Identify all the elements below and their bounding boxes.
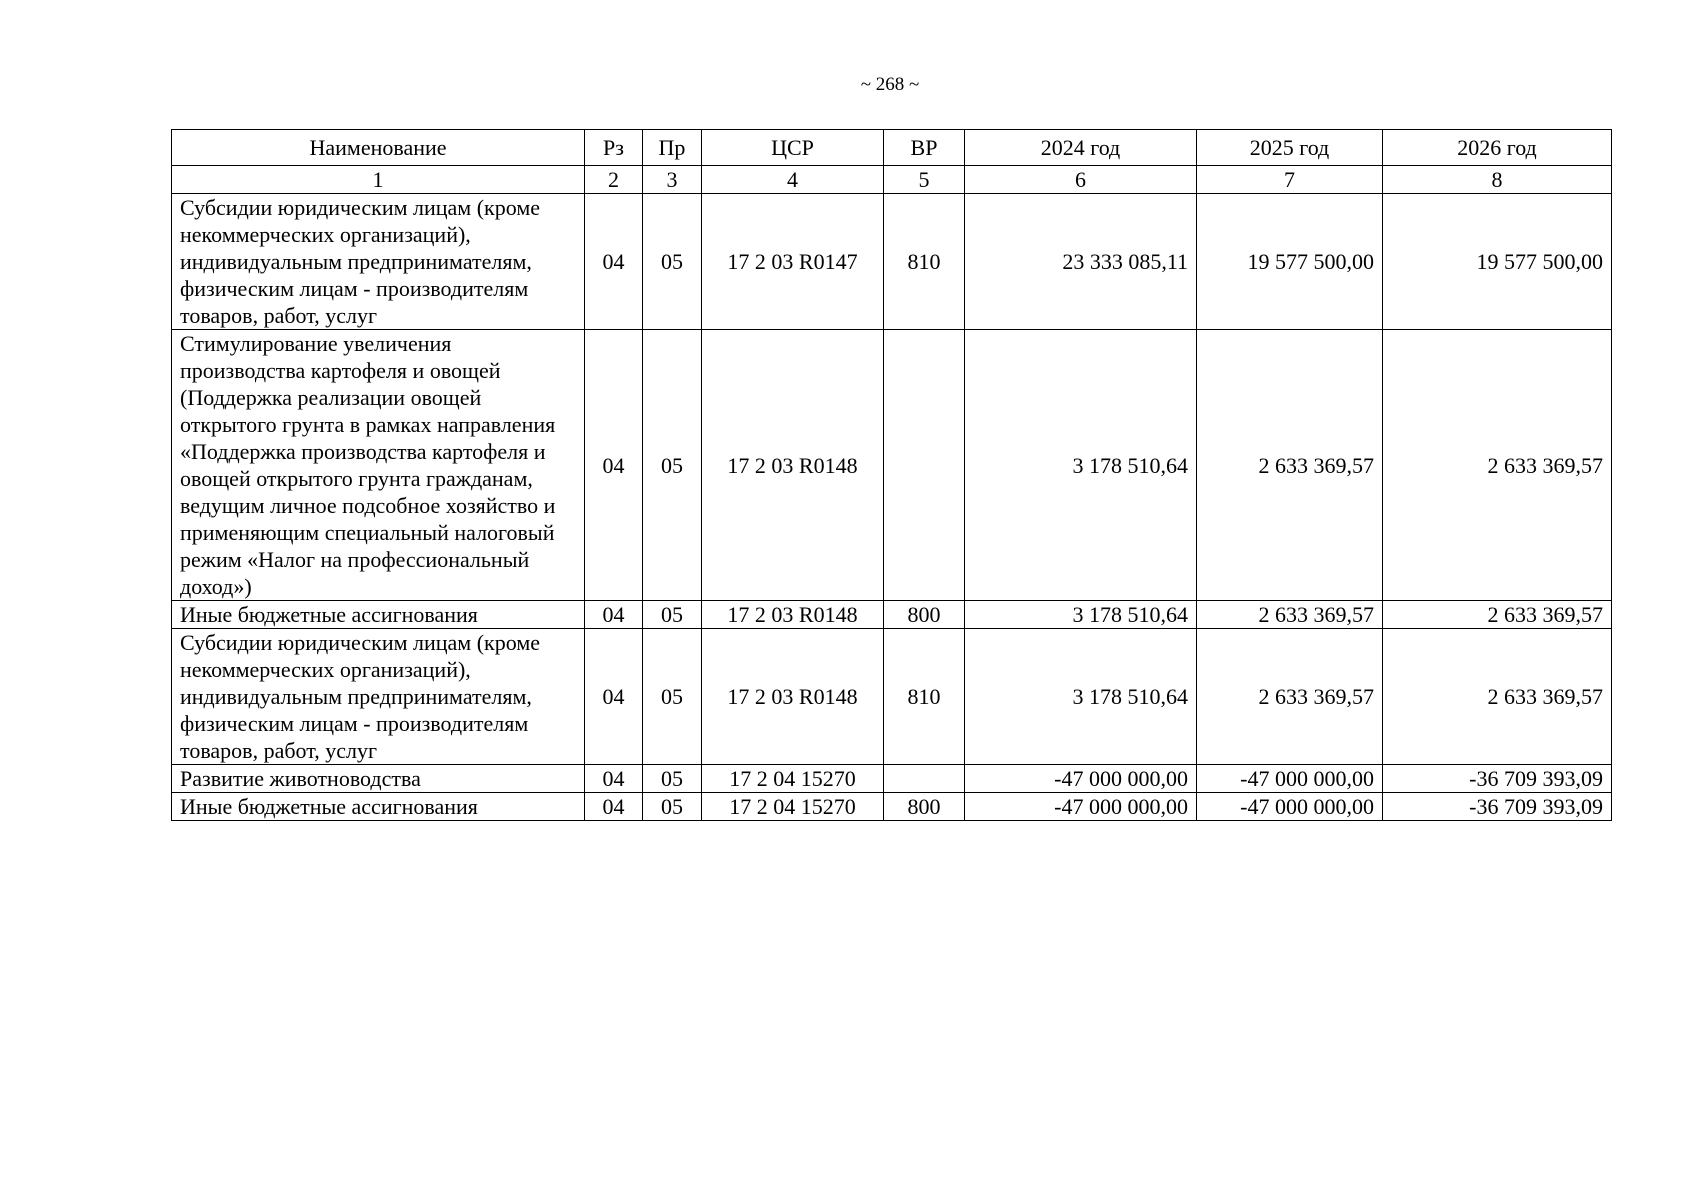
cell-pr: 05 bbox=[643, 793, 702, 821]
cell-name: Развитие животноводства bbox=[172, 765, 585, 793]
cell-2026: 2 633 369,57 bbox=[1383, 601, 1612, 629]
cell-rz: 04 bbox=[585, 601, 643, 629]
cell-2026: -36 709 393,09 bbox=[1383, 765, 1612, 793]
cell-vr: 800 bbox=[884, 793, 965, 821]
cell-rz: 04 bbox=[585, 793, 643, 821]
cell-name: Стимулирование увеличения производства картофеля и овощей (Поддержка реализации овощей открытого грунта в рамках направления «Поддержка производства картофеля и овощей открытого грунта гражданам, ведущим личное подсобное хозяйство и применяющим специальный налоговый режим «Налог на профессиональный доход») bbox=[172, 330, 585, 601]
column-number: 1 bbox=[172, 166, 585, 194]
table-row bbox=[172, 330, 1612, 601]
cell-2025: -47 000 000,00 bbox=[1197, 765, 1383, 793]
column-number: 7 bbox=[1197, 166, 1383, 194]
cell-pr: 05 bbox=[643, 601, 702, 629]
cell-csr: 17 2 04 15270 bbox=[702, 765, 884, 793]
table-row bbox=[172, 194, 1612, 330]
cell-2025: -47 000 000,00 bbox=[1197, 793, 1383, 821]
table-body bbox=[172, 130, 1612, 821]
header-pr: Пр bbox=[643, 130, 702, 166]
cell-2025: 2 633 369,57 bbox=[1197, 629, 1383, 765]
cell-2024: 23 333 085,11 bbox=[965, 194, 1197, 330]
column-number: 4 bbox=[702, 166, 884, 194]
column-number: 5 bbox=[884, 166, 965, 194]
column-number: 8 bbox=[1383, 166, 1612, 194]
cell-2024: -47 000 000,00 bbox=[965, 765, 1197, 793]
budget-table bbox=[171, 129, 1612, 821]
cell-csr: 17 2 03 R0147 bbox=[702, 194, 884, 330]
table-row bbox=[172, 793, 1612, 821]
column-number: 3 bbox=[643, 166, 702, 194]
table-row bbox=[172, 629, 1612, 765]
cell-rz: 04 bbox=[585, 765, 643, 793]
cell-pr: 05 bbox=[643, 194, 702, 330]
table-row bbox=[172, 765, 1612, 793]
cell-2025: 2 633 369,57 bbox=[1197, 330, 1383, 601]
cell-pr: 05 bbox=[643, 629, 702, 765]
header-2024: 2024 год bbox=[965, 130, 1197, 166]
cell-rz: 04 bbox=[585, 629, 643, 765]
column-number: 2 bbox=[585, 166, 643, 194]
cell-csr: 17 2 04 15270 bbox=[702, 793, 884, 821]
column-number: 6 bbox=[965, 166, 1197, 194]
table-row bbox=[172, 601, 1612, 629]
header-row bbox=[172, 130, 1612, 166]
cell-2024: 3 178 510,64 bbox=[965, 629, 1197, 765]
cell-csr: 17 2 03 R0148 bbox=[702, 601, 884, 629]
cell-pr: 05 bbox=[643, 330, 702, 601]
cell-csr: 17 2 03 R0148 bbox=[702, 330, 884, 601]
cell-vr: 810 bbox=[884, 194, 965, 330]
header-2025: 2025 год bbox=[1197, 130, 1383, 166]
cell-2024: -47 000 000,00 bbox=[965, 793, 1197, 821]
cell-2026: 19 577 500,00 bbox=[1383, 194, 1612, 330]
cell-name: Субсидии юридическим лицам (кроме некоммерческих организаций), индивидуальным предпринимателям, физическим лицам - производителям товаров, работ, услуг bbox=[172, 194, 585, 330]
cell-rz: 04 bbox=[585, 330, 643, 601]
column-number-row bbox=[172, 166, 1612, 194]
cell-2025: 2 633 369,57 bbox=[1197, 601, 1383, 629]
header-vr: ВР bbox=[884, 130, 965, 166]
cell-pr: 05 bbox=[643, 765, 702, 793]
cell-2026: -36 709 393,09 bbox=[1383, 793, 1612, 821]
cell-vr bbox=[884, 765, 965, 793]
cell-name: Иные бюджетные ассигнования bbox=[172, 793, 585, 821]
header-csr: ЦСР bbox=[702, 130, 884, 166]
cell-2026: 2 633 369,57 bbox=[1383, 330, 1612, 601]
cell-name: Иные бюджетные ассигнования bbox=[172, 601, 585, 629]
cell-2024: 3 178 510,64 bbox=[965, 330, 1197, 601]
cell-csr: 17 2 03 R0148 bbox=[702, 629, 884, 765]
page-number: ~ 268 ~ bbox=[860, 74, 920, 95]
cell-2025: 19 577 500,00 bbox=[1197, 194, 1383, 330]
cell-vr bbox=[884, 330, 965, 601]
cell-2024: 3 178 510,64 bbox=[965, 601, 1197, 629]
cell-rz: 04 bbox=[585, 194, 643, 330]
header-name: Наименование bbox=[172, 130, 585, 166]
cell-name: Субсидии юридическим лицам (кроме некоммерческих организаций), индивидуальным предпринимателям, физическим лицам - производителям товаров, работ, услуг bbox=[172, 629, 585, 765]
cell-2026: 2 633 369,57 bbox=[1383, 629, 1612, 765]
header-rz: Рз bbox=[585, 130, 643, 166]
header-2026: 2026 год bbox=[1383, 130, 1612, 166]
cell-vr: 810 bbox=[884, 629, 965, 765]
cell-vr: 800 bbox=[884, 601, 965, 629]
